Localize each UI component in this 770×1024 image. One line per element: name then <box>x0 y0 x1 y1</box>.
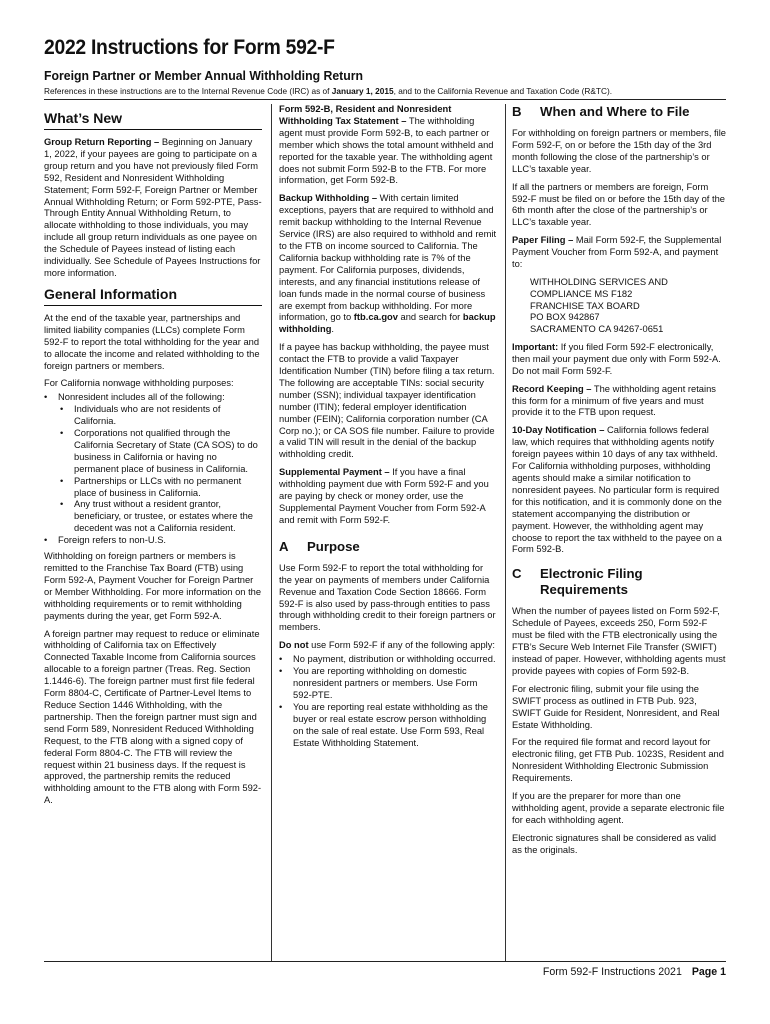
column-divider <box>505 104 506 962</box>
section-title <box>540 566 643 598</box>
address-line: FRANCHISE TAX BOARD <box>530 300 640 311</box>
page-title: 2022 Instructions for Form 592-F <box>44 36 335 59</box>
form-592b-text: The withholding agent must provide Form 592-B, to each partner or member which shows the total amount withheld and reported for the taxable year. The withholding agent does not submit Form 592-B to the FTB. For more information, get Form 592-B. <box>279 115 494 186</box>
section-letter: B <box>512 104 522 119</box>
backup-text: and search for <box>397 312 463 323</box>
do-not-text: use Form 592-F if any of the following apply: <box>308 640 496 651</box>
list-item: • Foreign refers to non-U.S. <box>44 535 262 547</box>
section-title: Purpose <box>307 538 360 554</box>
address-line: WITHHOLDING SERVICES AND <box>530 276 668 287</box>
group-return-paragraph <box>44 137 262 280</box>
column-divider <box>271 104 272 962</box>
address-line: PO BOX 942867 <box>530 312 600 323</box>
list-item: • Any trust without a resident grantor, beneficiary, or trustee, or estates where the decedent was not a California resident. <box>58 499 262 535</box>
important-label: Important: <box>512 341 559 352</box>
form-592b-paragraph <box>279 104 497 187</box>
backup-search-term: backup withholding <box>279 312 496 335</box>
footer-form-label: Form 592-F Instructions 2021 <box>542 966 682 978</box>
backup-text: . <box>331 324 335 335</box>
purpose-heading <box>279 539 497 555</box>
list-item: • Partnerships or LLCs with no permanent place of business in California. <box>58 476 262 500</box>
references-note <box>44 86 612 96</box>
ftb-website-link[interactable]: ftb.ca.gov <box>353 312 398 323</box>
do-not-paragraph <box>279 640 497 652</box>
important-paragraph <box>512 342 726 378</box>
record-keeping-paragraph <box>512 384 726 420</box>
list-item: • Corporations not qualified through the California Secretary of State (CA SOS) to do business in California or having no permanent place of business in California. <box>58 428 262 476</box>
paragraph: For California nonwage withholding purposes: <box>44 378 234 389</box>
page-number: Page 1 <box>691 966 726 978</box>
column-middle <box>279 104 497 753</box>
nonwage-list <box>44 392 262 547</box>
important-text: If you filed Form 592-F electronically, then mail your payment due only with Form 592-A. Do not mail Form 592-F. <box>512 341 721 376</box>
paragraph: If a payee has backup withholding, the payee must contact the FTB to provide a valid Taxpayer Identification Number (TIN) before filing a tax return. The following are acceptable TINs: social security number (SSN); individual taxpayer identification number (ITIN); federal employer identification number (FEIN); California corporation number (CA Corp no.); or CA SOS file number. Failure to provide a valid TIN will result in the denial of the backup withholding credit. <box>279 342 495 460</box>
footer-rule <box>44 961 726 962</box>
paragraph: A foreign partner may request to reduce or eliminate withholding of California tax on Effectively Connected Taxable Income from California sources allocable to a foreign partner (Treas. Reg. Section 1.1446-6). The foreign partner must first file federal Form 8804-C, Certificate of Partner-Level Items to Reduce Section 1446 Withholding, with the partnership. Then the foreign partner must sign and send Form 589, Nonresident Reduced Withholding Request, to the FTB along with a signed copy of federal Form 8804-C. The FTB will review the request within 21 business days. If the request is approved, the partnership remits the reduced withholding amount to the FTB along with Form 592-A. <box>44 628 262 806</box>
ten-day-paragraph <box>512 425 726 556</box>
mailing-address <box>512 277 726 336</box>
list-item: • Individuals who are not residents of California. <box>58 404 262 428</box>
paragraph: For withholding on foreign partners or members, file Form 592-F, on or before the 15th day of the 3rd month following the close of the partnership’s or LLC’s taxable year. <box>512 128 726 174</box>
paragraph: For electronic filing, submit your file using the SWIFT process as outlined in FTB Pub. 923, SWIFT Guide for Resident, Nonresident, and Real Estate Withholding. <box>512 683 720 730</box>
backup-withholding-paragraph <box>279 193 497 336</box>
refs-text-end: , and to the California Revenue and Taxation Code (R&TC). <box>393 86 613 96</box>
section-title: When and Where to File <box>540 104 690 119</box>
paragraph: If all the partners or members are foreign, Form 592-F must be filed on or before the 15th day of the 6th month after the close of the partnership’s or LLC’s taxable year. <box>512 181 725 228</box>
list-item <box>44 392 262 535</box>
group-return-text: Beginning on January 1, 2022, if your payees are going to participate on a group return and you have not previously filed Form 592, Resident and Nonresident Withholding Statement; Form 592-F, Foreign Partner or Member Annual Withholding Return; or Form 592-PTE, Pass-Through Entity Annual Withholding Return, to allocate withholding to those individuals, you may include all group return individuals as one payee on the Schedule of Payees instead of listing each individually. See Schedule of Payees Instructions for more information. <box>44 137 262 278</box>
paragraph: For the required file format and record layout for electronic filing, get FTB Pub. 1023S, Resident and Nonresident Withholding Electronic Submission Requirements. <box>512 737 724 784</box>
paper-filing-label: Paper Filing – <box>512 235 574 246</box>
paragraph: If you are the preparer for more than one withholding agent, provide a separate electronic file for each withholding agent. <box>512 791 725 825</box>
do-not-list <box>279 654 497 749</box>
section-title-line: Electronic Filing <box>540 566 643 582</box>
paragraph: When the number of payees listed on Form 592-F, Schedule of Payees, exceeds 250, Form 592-F must be filed with the FTB electronically using the FTB’s Secure Web Internet File Transfer (SWIFT) instead of paper. However, withholding agents must provide payees with copies of Form 592-B. <box>512 606 726 676</box>
list-item: • No payment, distribution or withholding occurred. <box>279 654 497 666</box>
supplemental-label: Supplemental Payment – <box>279 467 390 478</box>
paragraph: Electronic signatures shall be considered as valid as the originals. <box>512 832 717 855</box>
backup-label: Backup Withholding – <box>279 193 378 204</box>
paragraph: At the end of the taxable year, partnerships and limited liability companies (LLCs) complete Form 592-F to report the total withholding for the year and to allocate the income and related withholding to the foreign partners or members. <box>44 312 260 371</box>
general-info-heading: General Information <box>44 286 262 306</box>
record-keeping-text: The withholding agent retains this form for a minimum of five years and must provide it to the FTB upon request. <box>512 383 716 418</box>
do-not-label: Do not <box>279 640 309 651</box>
ten-day-label: 10-Day Notification – <box>512 425 605 436</box>
record-keeping-label: Record Keeping – <box>512 383 592 394</box>
supplemental-payment-paragraph <box>279 467 497 527</box>
group-return-label: Group Return Reporting – <box>44 137 160 147</box>
address-line: SACRAMENTO CA 94267-0651 <box>530 324 664 335</box>
form-592b-label: Form 592-B, Resident and Nonresident Withholding Tax Statement – <box>279 104 452 126</box>
list-item-text: Nonresident includes all of the following: <box>58 392 225 403</box>
whats-new-heading: What’s New <box>44 110 262 130</box>
paper-filing-text: Mail Form 592-F, the Supplemental Payment Voucher from Form 592-A, and payment to: <box>512 235 722 270</box>
page-footer <box>543 966 726 978</box>
paragraph: Withholding on foreign partners or members is remitted to the Franchise Tax Board (FTB) using Form 592-A, Payment Voucher for Foreign Partner or Member Withholding. For more information on the withholding requirements or to remit withholding payments during the year, get Form 592-A. <box>44 551 262 621</box>
ten-day-text: California follows federal law, which requires that withholding agents notify foreign payees within 10 days of any tax withheld. For California withholding purposes, withholding agents should make a similar notification to nonresident payees. No particular form is required for this notification, and it is commonly done on the statement accompanying the distribution or payment. However, the withholding agent may choose to report the tax withheld to the payee on a Form 592-B. <box>512 425 722 555</box>
refs-date: January 1, 2015 <box>331 86 394 96</box>
address-line: COMPLIANCE MS F182 <box>530 288 633 299</box>
section-letter: C <box>512 566 522 582</box>
paragraph: Use Form 592-F to report the total withholding for the year on payments of members under California Revenue and Taxation Code Section 18666. Form 592-F is also used by pass-through entities to pass through withholding credit to their foreign partners or members. <box>279 562 496 633</box>
page-subtitle: Foreign Partner or Member Annual Withholding Return <box>44 68 364 83</box>
refs-text: References in these instructions are to the Internal Revenue Code (IRC) as of <box>44 86 332 96</box>
header-rule <box>44 99 726 100</box>
supplemental-text: If you have a final withholding payment due with Form 592-F and you are paying by check or money order, use the Supplemental Payment Voucher from Form 592-A and remit with Form 592-F. <box>279 467 489 525</box>
column-left <box>44 104 262 813</box>
backup-text: With certain limited exceptions, payers that are required to withhold and remit backup withholding to the Internal Revenue Service (IRS) are also required to withhold and remit to the FTB on income sourced to California. The California backup withholding rate is 7% of the payment. For California purposes, dividends, interests, and any financial institutions release of loan funds made in the normal course of business are exempt from backup withholding. For more information, go to <box>279 193 497 323</box>
list-item: • You are reporting withholding on domestic nonresident partners or members. Use Form 592-PTE. <box>279 666 497 702</box>
section-letter: A <box>279 538 289 554</box>
section-title-line: Requirements <box>540 582 628 598</box>
paper-filing-paragraph <box>512 235 726 271</box>
column-right <box>512 104 726 863</box>
list-item: • You are reporting real estate withholding as the buyer or real estate escrow person withholding on the sale of real estate. Use Form 593, Real Estate Withholding Statement. <box>279 702 497 750</box>
electronic-filing-heading <box>512 566 726 598</box>
nonresident-sublist <box>58 404 262 535</box>
when-where-heading <box>512 104 726 120</box>
